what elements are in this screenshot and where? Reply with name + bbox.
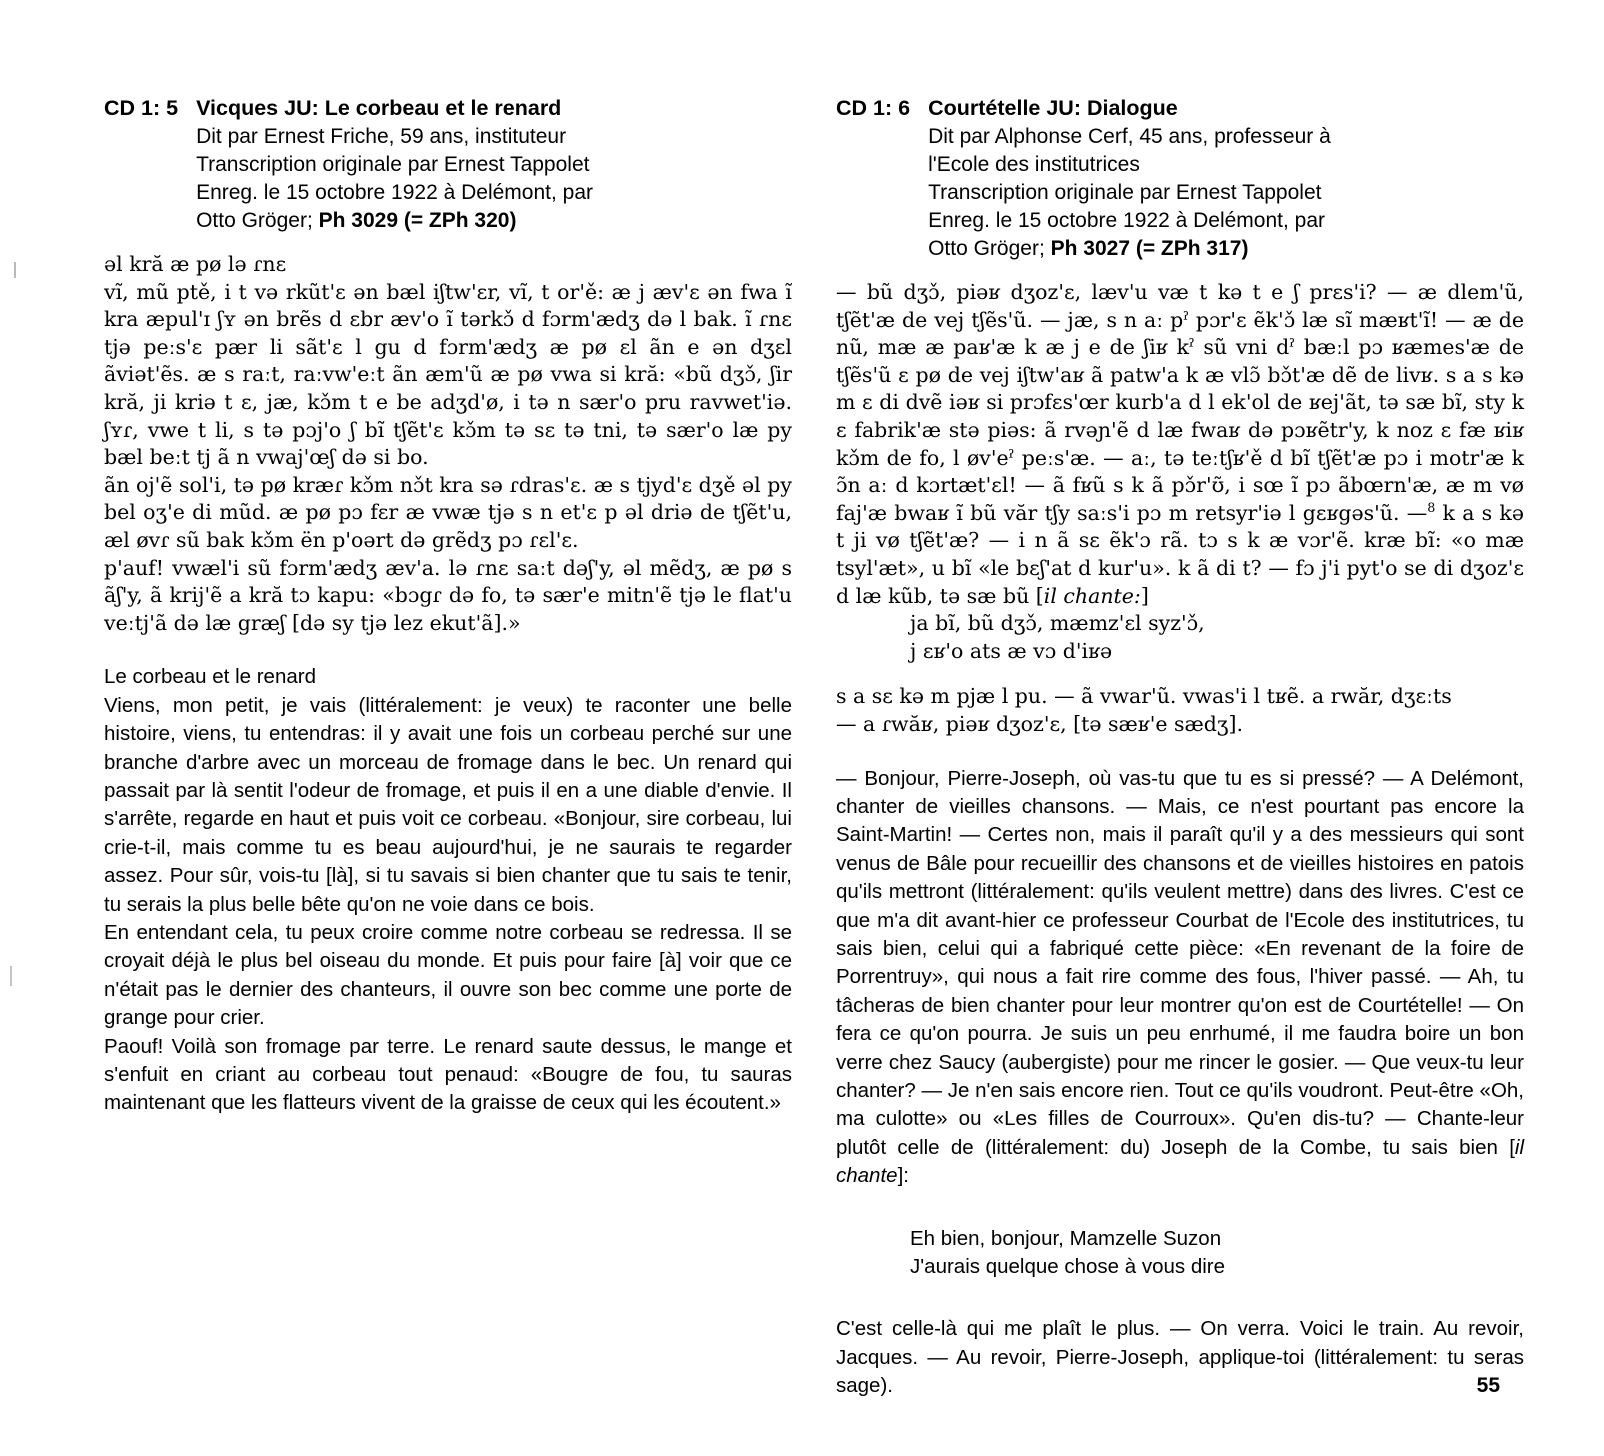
translation-paragraph: En entendant cela, tu peux croire comme notre corbeau se redressa. Il se croyait déjà le plus bel oiseau du monde. Et puis pour faire [à] voir que ce n'était pas le dernier des chanteurs, il ouvre son bec comme une porte de grange pour crier. [104, 920, 792, 1030]
right-column [836, 94, 1531, 1401]
page-number: 55 [1476, 1374, 1500, 1397]
right-recording-prefix: Otto Gröger; [928, 237, 1051, 260]
right-cd-label: CD 1: 6 [836, 96, 911, 120]
translation-verse-line: Eh bien, bonjour, Mamzelle Suzon [910, 1226, 1222, 1250]
left-translation-title: Le corbeau et le renard [104, 665, 316, 689]
translation-verse-line: J'aurais quelque chose à vous dire [910, 1255, 1226, 1278]
scan-artifact-mark-2 [10, 966, 12, 986]
phonetic-paragraph: əl kră æ pø lə ɾnɛ [104, 252, 287, 276]
left-speaker-line: Dit par Ernest Friche, 59 ans, instituteur [196, 125, 567, 148]
phonetic-paragraph: s a sɛ kə m pjæ l pu. — ã vwar'ũ. vwas'i l tʁẽ. a rwăr, dʒɛːts [836, 684, 1452, 709]
left-recording-line-2 [196, 207, 792, 235]
phonetic-paragraph: vĩ, mũ ptě, i t və rkũt'ɛ ən bæl iʃtw'ɛr, vĩ, t or'ě: æ j æv'ɛ ən fwa ĩ kra æpul'ɪ ʃʏ ən brẽs d ɛbr æv'o ĩ tərkɔ̌ d fɔrm'ædʒ də l bak. ĩ ɾnɛ tjə peːs'ɛ pær li sãt'ɛ l gu d fɔrm'ædʒ æ pø ɛl ãn e ən dʒɛl ãviət'ẽs. æ s raːt, raːvw'eːt ãn æm'ũ æ pø vwa si kră: «bũ dʒɔ̌, ʃir kră, ji kriə t ɛ, jæ, kɔ̌m t e be adʒd'ø, i tə n sær'o pru ravwet'iə. ʃʏɾ, vwe t li, s tə pɔj'o ʃ bĩ tʃẽt'ɛ kɔ̌m tə sɛ tə tni, tə sær'o læ py bæl beːt tj ã n vwaj'œʃ də si bo. [104, 279, 799, 470]
phonetic-paragraph: — a ɾwăʁ, piəʁ dʒoz'ɛ, [tə sæʁ'e sædʒ]. [836, 711, 1243, 736]
right-entry-title: Courtételle JU: Dialogue [928, 96, 1178, 120]
right-heading-body [928, 94, 1524, 263]
left-transcription-line: Transcription originale par Ernest Tappolet [196, 153, 590, 176]
right-speaker-line: Dit par Alphonse Cerf, 45 ans, professeur à [928, 125, 1331, 148]
translation-paragraph: Paouf! Voilà son fromage par terre. Le renard saute dessus, le mange et s'enfuit en criant au corbeau tout penaud: «Bougre de fou, tu sauras maintenant que les flatteurs vivent de la graisse de ceux qui les écoutent.» [104, 1034, 792, 1115]
translation-paragraph: Viens, mon petit, je vais (littéralement: je veux) te raconter une belle histoire, viens, tu entendras: il y avait une fois un corbeau perché sur une branche d'arbre avec un morceau de fromage dans le bec. Un renard qui passait par là sentit l'odeur de fromage, et puis il en a une diable d'envie. Il s'arrête, regarde en haut et puis voit ce corbeau. «Bonjour, sire corbeau, lui crie-t-il, mais comme tu es beau aujourd'hui, je ne saurais te regarder assez. Pour sûr, vois-tu [là], si tu savais si bien chanter que tu sais te tenir, tu serais la plus belle bête qu'on ne voie dans ce bois. [104, 693, 792, 916]
phonetic-paragraph: p'auf! vwæl'i sũ fɔrm'ædʒ æv'a. lə ɾnɛ saːt dəʃ'y, əl mẽdʒ, æ pø s ãʃ'y, ã krij'ẽ a kră tɔ kapu: «bɔgɾ də fo, tə sær'e mitn'ẽ tjə le flat'u veːtj'ã də læ græʃ [də sy tjə lez ekut'ã].» [104, 555, 799, 635]
left-recording-prefix: Otto Gröger; [196, 209, 319, 232]
phonetic-main-text: — bũ dʒɔ̌, piəʁ dʒoz'ɛ, læv'u væ t kə t e ʃ prɛs'i? — æ dlem'ũ, tʃẽt'æ de vej tʃẽs'ũ. — jæ, s n aː pˀ pɔr'ɛ ẽk'ɔ̌ læ sĩ mæʁt'ĩ! — æ de nũ, mæ æ paʁ'æ k æ j e de ʃiʁ kˀ sũ vni dˀ bæːl pɔ ʁæmes'æ de tʃẽs'ũ ɛ pø de vej iʃtw'aʁ ã patw'a k æ vlɔ̃ bɔ̌t'æ dẽ de livʁ. s a s kə m ɛ di dvẽ iəʁ si prɔfɛs'œr kurb'a d l ek'ol de ʁej'ãt, tə sæ bĩ, sty k ɛ fabrik'æ stə piəs: ã rvəɲ'ẽ d læ fwaʁ də pɔʁẽtr'y, k noz ɛ fæ ʁiʁ kɔ̌m de fo, l øv'eˀ peːs'æ. — aː, tə teːtʃʁ'ě d bĩ tʃẽt'æ pɔ i motr'æ k ɔ̃n aː d kɔrtæt'ɛl! — ã fʁũ s k ã pɔ̌r'ʊ̃, i sœ ĩ pɔ ãbœrn'æ, æ m vø faj'æ bwaʁ ĩ bũ văr tʃy saːs'i pɔ m retsyr'iə l gɛʁgəs'ũ. —$^8$ k a s kə t ji vø tʃẽt'æ? — i n ã sɛ ẽk'ɔ rã. tɔ s k æ vɔr'ẽ. kræ bĩ: «o mæ tsyl'æt», u bĩ «le bɛʃ'at d kur'u». k ã di t? — fɔ j'i pyt'o se di dʒoz'ɛ d læ kũb, tə sæ bũ [il chante:] [836, 280, 1531, 608]
translation-paragraph: C'est celle-là qui me plaît le plus. — On verra. Voici le train. Au revoir, Jacques. — Au revoir, Pierre-Joseph, applique-toi (littéralement: tu seras sage). [836, 1317, 1524, 1398]
right-transcription-line: Transcription originale par Ernest Tappolet [928, 181, 1322, 204]
right-recording-line-2 [928, 235, 1524, 263]
phonetic-paragraph: ãn oj'ẽ sol'i, tə pø kræɾ kɔ̌m nɔ̌t kra sə ɾdras'ɛ. æ s tjyd'ɛ dʒě əl py bel oʒ'e di mũd. æ pø pɔ fɛr æ vwæ tjə s n et'ɛ p əl driə de tʃẽt'u, æl øvɾ sũ bak kɔ̌m ën p'oərt də grẽdʒ pɔ ɾɛl'ɛ. [104, 472, 799, 552]
phonetic-verse-line: ja bĩ, bũ dʒɔ̌, mæmz'ɛl syz'ɔ̌, [910, 611, 1205, 636]
right-recording-line: Enreg. le 15 octobre 1922 à Delémont, par [928, 209, 1325, 232]
phonetic-paragraph [836, 279, 1531, 610]
right-entry-heading [836, 94, 1524, 263]
right-french-translation [836, 765, 1524, 1401]
left-heading-body [196, 94, 792, 235]
left-recording-line: Enreg. le 15 octobre 1922 à Delémont, par [196, 181, 593, 204]
left-french-translation [104, 663, 792, 1118]
left-cd-label: CD 1: 5 [104, 96, 179, 120]
left-column [104, 94, 799, 1401]
translation-paragraph: — Bonjour, Pierre-Joseph, où vas-tu que tu es si pressé? — A Delémont, chanter de vieilles chansons. — Mais, ce n'est pourtant pas encore la Saint-Martin! — Certes non, mais il paraît qu'il y a des messieurs qui sont venus de Bâle pour recueillir des chansons et de vieilles histoires en patois qu'ils mettront (littéralement: qu'ils veulent mettre) dans des livres. C'est ce que m'a dit avant-hier ce professeur Courbat de l'Ecole des institutrices, tu sais bien, celui qui a fabriqué cette pièce: «En revenant de la foire de Porrentruy», qui nous a fait rire comme des fous, l'hiver passé. — Ah, tu tâcheras de bien chanter pour leur montrer qu'on est de Courtételle! — On fera ce qu'on pourra. Je suis un peu enrhumé, il me faudra boire un bon verre chez Saucy (aubergiste) pour me rincer le gosier. — Que veux-tu leur chanter? — Je n'en sais encore rien. Tout ce qu'ils voudront. Peut-être «Oh, ma culotte» ou «Les filles de Courroux». Qu'en dis-tu? — Chante-leur plutôt celle de (littéralement: du) Joseph de la Combe, tu sais bien [il chante]: [836, 766, 1524, 1188]
two-column-body [104, 94, 1531, 1401]
left-entry-heading [104, 94, 792, 235]
left-entry-title: Vicques JU: Le corbeau et le renard [196, 96, 562, 120]
right-archive-reference: Ph 3027 (= ZPh 317) [1050, 237, 1249, 260]
right-phonetic-transcription [836, 279, 1531, 739]
right-speaker-line-2: l'Ecole des institutrices [928, 153, 1140, 176]
scan-artifact-mark [14, 262, 16, 278]
phonetic-verse-line: j ɛʁ'o ats æ vɔ d'iʁə [910, 638, 1113, 663]
left-archive-reference: Ph 3029 (= ZPh 320) [318, 209, 517, 232]
left-phonetic-transcription [104, 251, 799, 637]
